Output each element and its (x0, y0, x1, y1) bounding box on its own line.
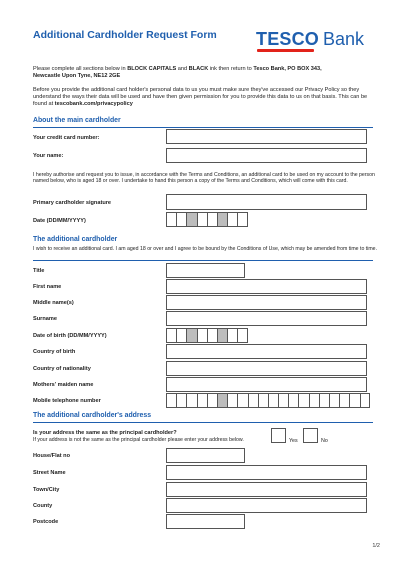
page-number: 1/2 (372, 543, 380, 549)
dob-cell[interactable] (237, 328, 247, 343)
surname-field[interactable] (166, 311, 367, 326)
mobile-cell[interactable] (288, 393, 298, 408)
section-heading-address: The additional cardholder's address (33, 412, 152, 419)
mobile-cell[interactable] (166, 393, 176, 408)
section-divider (33, 127, 373, 128)
house-field[interactable] (166, 448, 245, 463)
town-field[interactable] (166, 482, 367, 497)
section-heading-additional: The additional cardholder (33, 236, 118, 243)
same-address-question: Is your address the same as the principal cardholder? (33, 430, 177, 436)
dob-cell[interactable] (197, 328, 207, 343)
intro-text: Before you provide the additional card holder's personal data to us you must make sure they've accessed our Privacy Policy so they understand the ways their data will be used and have then given permission for you to provide this data to us on that basis. This can be found at (33, 87, 368, 107)
date-cell[interactable] (207, 212, 217, 227)
section-divider (33, 260, 373, 261)
street-field[interactable] (166, 465, 367, 480)
date-cell[interactable] (197, 212, 207, 227)
town-label: Town/City (33, 487, 60, 493)
same-address-note: If your address is not the same as the principal cardholder please enter your address below. (33, 437, 244, 443)
mobile-cell[interactable] (339, 393, 349, 408)
dob-cell[interactable] (227, 328, 237, 343)
intro-paragraph-2 (33, 87, 373, 108)
mobile-cell[interactable] (227, 393, 237, 408)
credit-card-label: Your credit card number: (33, 135, 100, 141)
dob-cell[interactable] (166, 328, 176, 343)
intro-bold: BLOCK CAPITALS (127, 66, 177, 72)
mobile-separator-cell (217, 393, 227, 408)
country-birth-field[interactable] (166, 344, 367, 359)
mobile-cell[interactable] (258, 393, 268, 408)
mobile-cell[interactable] (176, 393, 186, 408)
intro-address: Newcastle Upon Tyne, NE12 2GE (33, 73, 121, 79)
surname-label: Surname (33, 316, 57, 322)
date-label: Date (DD/MM/YYYY) (33, 218, 86, 224)
authorise-text: I hereby authorise and request you to issue, in accordance with the Terms and Conditions, an additional card to be used on my account to the person named below, who is aged 18 or over. I undertake to hand this person a copy of the Terms and Conditions, which will come with this card. (33, 172, 375, 185)
maiden-name-label: Mothers' maiden name (33, 382, 94, 388)
house-label: House/Flat no (33, 453, 70, 459)
mobile-cell[interactable] (349, 393, 359, 408)
mobile-cells[interactable] (166, 393, 370, 408)
mobile-cell[interactable] (298, 393, 308, 408)
dob-cell[interactable] (176, 328, 186, 343)
mobile-cell[interactable] (329, 393, 339, 408)
intro-bold: BLACK (188, 66, 209, 72)
mobile-cell[interactable] (186, 393, 196, 408)
form-title: Additional Cardholder Request Form (33, 29, 217, 41)
country-birth-label: Country of birth (33, 349, 76, 355)
section-heading-main: About the main cardholder (33, 117, 121, 124)
dob-separator-cell (217, 328, 227, 343)
date-cell[interactable] (166, 212, 176, 227)
first-name-label: First name (33, 284, 62, 290)
mobile-cell[interactable] (197, 393, 207, 408)
privacy-policy-link[interactable]: tescobank.com/privacypolicy (54, 101, 133, 107)
mobile-cell[interactable] (278, 393, 288, 408)
name-field[interactable] (166, 148, 367, 163)
intro-text: and (176, 66, 189, 72)
mobile-cell[interactable] (207, 393, 217, 408)
yes-label: Yes (289, 438, 298, 444)
date-separator-cell (217, 212, 227, 227)
credit-card-field[interactable] (166, 129, 367, 144)
tesco-bank-logo (256, 29, 364, 51)
mobile-cell[interactable] (360, 393, 370, 408)
date-cell[interactable] (227, 212, 237, 227)
mobile-cell[interactable] (268, 393, 278, 408)
logo-sub: Bank (323, 29, 365, 49)
first-name-field[interactable] (166, 279, 367, 294)
section-divider (33, 422, 373, 423)
mobile-cell[interactable] (319, 393, 329, 408)
postcode-field[interactable] (166, 514, 245, 529)
mobile-label: Mobile telephone number (33, 398, 101, 404)
intro-paragraph-1 (33, 66, 373, 80)
county-field[interactable] (166, 498, 367, 513)
name-label: Your name: (33, 153, 64, 159)
dob-cells[interactable] (166, 328, 248, 343)
no-label: No (321, 438, 328, 444)
intro-text: ink then return to (208, 66, 254, 72)
county-label: County (33, 503, 53, 509)
yes-checkbox[interactable] (271, 428, 286, 443)
mobile-cell[interactable] (248, 393, 258, 408)
logo-red-stripe (257, 49, 314, 52)
dob-cell[interactable] (207, 328, 217, 343)
intro-text: Please complete all sections below in (33, 66, 128, 72)
intro-address: Tesco Bank, PO BOX 343, (253, 66, 322, 72)
mobile-cell[interactable] (237, 393, 247, 408)
middle-name-label: Middle name(s) (33, 300, 74, 306)
signature-field[interactable] (166, 194, 367, 210)
logo-brand: TESCO (256, 29, 320, 49)
maiden-name-field[interactable] (166, 377, 367, 392)
street-label: Street Name (33, 470, 66, 476)
postcode-label: Postcode (33, 519, 59, 525)
signature-label: Primary cardholder signature (33, 200, 112, 206)
title-label: Title (33, 268, 45, 274)
country-nationality-label: Country of nationality (33, 366, 91, 372)
date-separator-cell (186, 212, 196, 227)
mobile-cell[interactable] (309, 393, 319, 408)
country-nationality-field[interactable] (166, 361, 367, 376)
dob-separator-cell (186, 328, 196, 343)
date-cell[interactable] (237, 212, 247, 227)
title-field[interactable] (166, 263, 245, 278)
consent-text: I wish to receive an additional card. I am aged 18 or over and I agree to be bound by the Conditions of Use, which may be amended from time to time. (33, 246, 378, 252)
no-checkbox[interactable] (303, 428, 318, 443)
date-cells[interactable] (166, 212, 248, 227)
dob-label: Date of birth (DD/MM/YYYY) (33, 333, 107, 339)
middle-name-field[interactable] (166, 295, 367, 310)
date-cell[interactable] (176, 212, 186, 227)
